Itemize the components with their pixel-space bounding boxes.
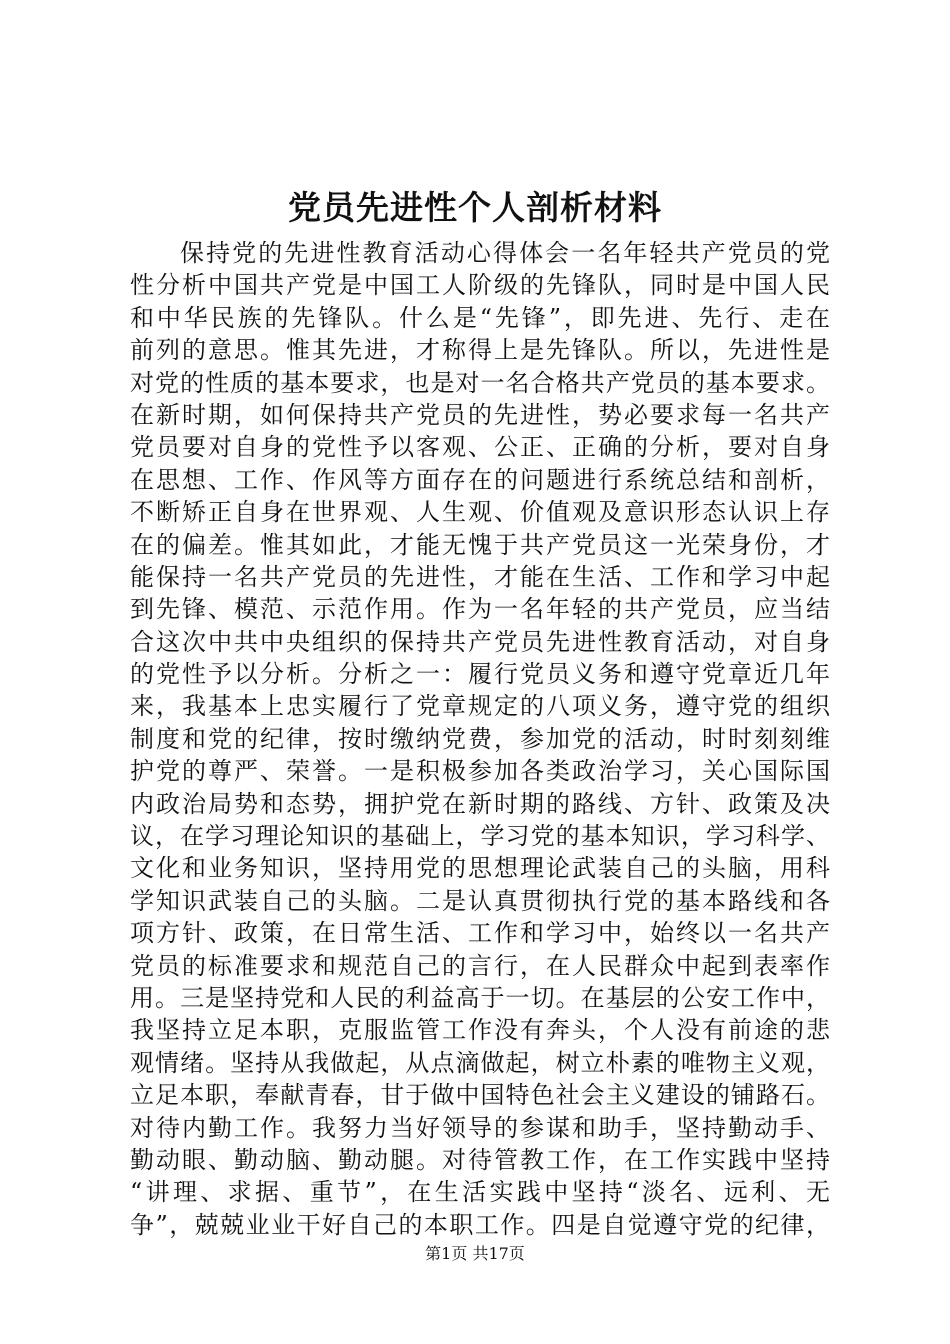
- body-text-line: 不断矫正自身在世界观、人生观、价值观及意识形态认识上存: [130, 498, 830, 527]
- body-text-line: 前列的意思。惟其先进，才称得上是先锋队。所以，先进性是: [130, 336, 830, 365]
- body-text-line: 在的偏差。惟其如此，才能无愧于共产党员这一光荣身份，才: [130, 530, 830, 559]
- page-number-footer: 第1页 共17页: [425, 1244, 525, 1263]
- body-text-line: 在思想、工作、作风等方面存在的问题进行系统总结和剖析，: [130, 465, 830, 494]
- body-text-line: 我坚持立足本职，克服监管工作没有奔头，个人没有前途的悲: [130, 1016, 830, 1045]
- body-text-line: 护党的尊严、荣誉。一是积极参加各类政治学习，关心国际国: [130, 757, 830, 786]
- body-text-line: 议，在学习理论知识的基础上，学习党的基本知识，学习科学、: [130, 822, 830, 851]
- body-text-line: 文化和业务知识，坚持用党的思想理论武装自己的头脑，用科: [130, 854, 830, 883]
- body-text-line: 立足本职，奉献青春，甘于做中国特色社会主义建设的铺路石。: [130, 1081, 830, 1110]
- body-text-line: 合这次中共中央组织的保持共产党员先进性教育活动，对自身: [130, 627, 830, 656]
- document-title: 党员先进性个人剖析材料: [288, 188, 662, 227]
- body-text-line: 对待内勤工作。我努力当好领导的参谋和助手，坚持勤动手、: [130, 1113, 830, 1142]
- body-text-line: 党员要对自身的党性予以客观、公正、正确的分析，要对自身: [130, 433, 830, 462]
- body-text-line: 对党的性质的基本要求，也是对一名合格共产党员的基本要求。: [130, 368, 830, 397]
- body-text-line: 用。三是坚持党和人民的利益高于一切。在基层的公安工作中，: [130, 983, 830, 1012]
- body-text-line: 性分析中国共产党是中国工人阶级的先锋队，同时是中国人民: [130, 271, 830, 300]
- body-text-line: 在新时期，如何保持共产党员的先进性，势必要求每一名共产: [130, 400, 830, 429]
- document-body: [130, 237, 830, 1241]
- body-text-line: 到先锋、模范、示范作用。作为一名年轻的共产党员，应当结: [130, 595, 830, 624]
- body-text-line: 项方针、政策，在日常生活、工作和学习中，始终以一名共产: [130, 919, 830, 948]
- body-text-line: 观情绪。坚持从我做起，从点滴做起，树立朴素的唯物主义观，: [130, 1048, 830, 1077]
- body-text-line: 党员的标准要求和规范自己的言行，在人民群众中起到表率作: [130, 951, 830, 980]
- body-text-line: 来，我基本上忠实履行了党章规定的八项义务，遵守党的组织: [130, 692, 830, 721]
- body-text-line: 和中华民族的先锋队。什么是“先锋”，即先进、先行、走在: [130, 303, 830, 332]
- body-text-line: “讲理、求据、重节”，在生活实践中坚持“淡名、远利、无: [130, 1178, 830, 1207]
- body-text-line: 制度和党的纪律，按时缴纳党费，参加党的活动，时时刻刻维: [130, 724, 830, 753]
- body-text-line: 内政治局势和态势，拥护党在新时期的路线、方针、政策及决: [130, 789, 830, 818]
- body-text-line: 能保持一名共产党员的先进性，才能在生活、工作和学习中起: [130, 562, 830, 591]
- body-text-line: 保持党的先进性教育活动心得体会一名年轻共产党员的党: [180, 239, 830, 267]
- body-text-line: 学知识武装自己的头脑。二是认真贯彻执行党的基本路线和各: [130, 886, 830, 915]
- body-text-line: 勤动眼、勤动脑、勤动腿。对待管教工作，在工作实践中坚持: [130, 1145, 830, 1174]
- body-text-line: 的党性予以分析。分析之一：履行党员义务和遵守党章近几年: [130, 660, 830, 689]
- body-text-line: 争”，兢兢业业干好自己的本职工作。四是自觉遵守党的纪律，: [130, 1210, 830, 1239]
